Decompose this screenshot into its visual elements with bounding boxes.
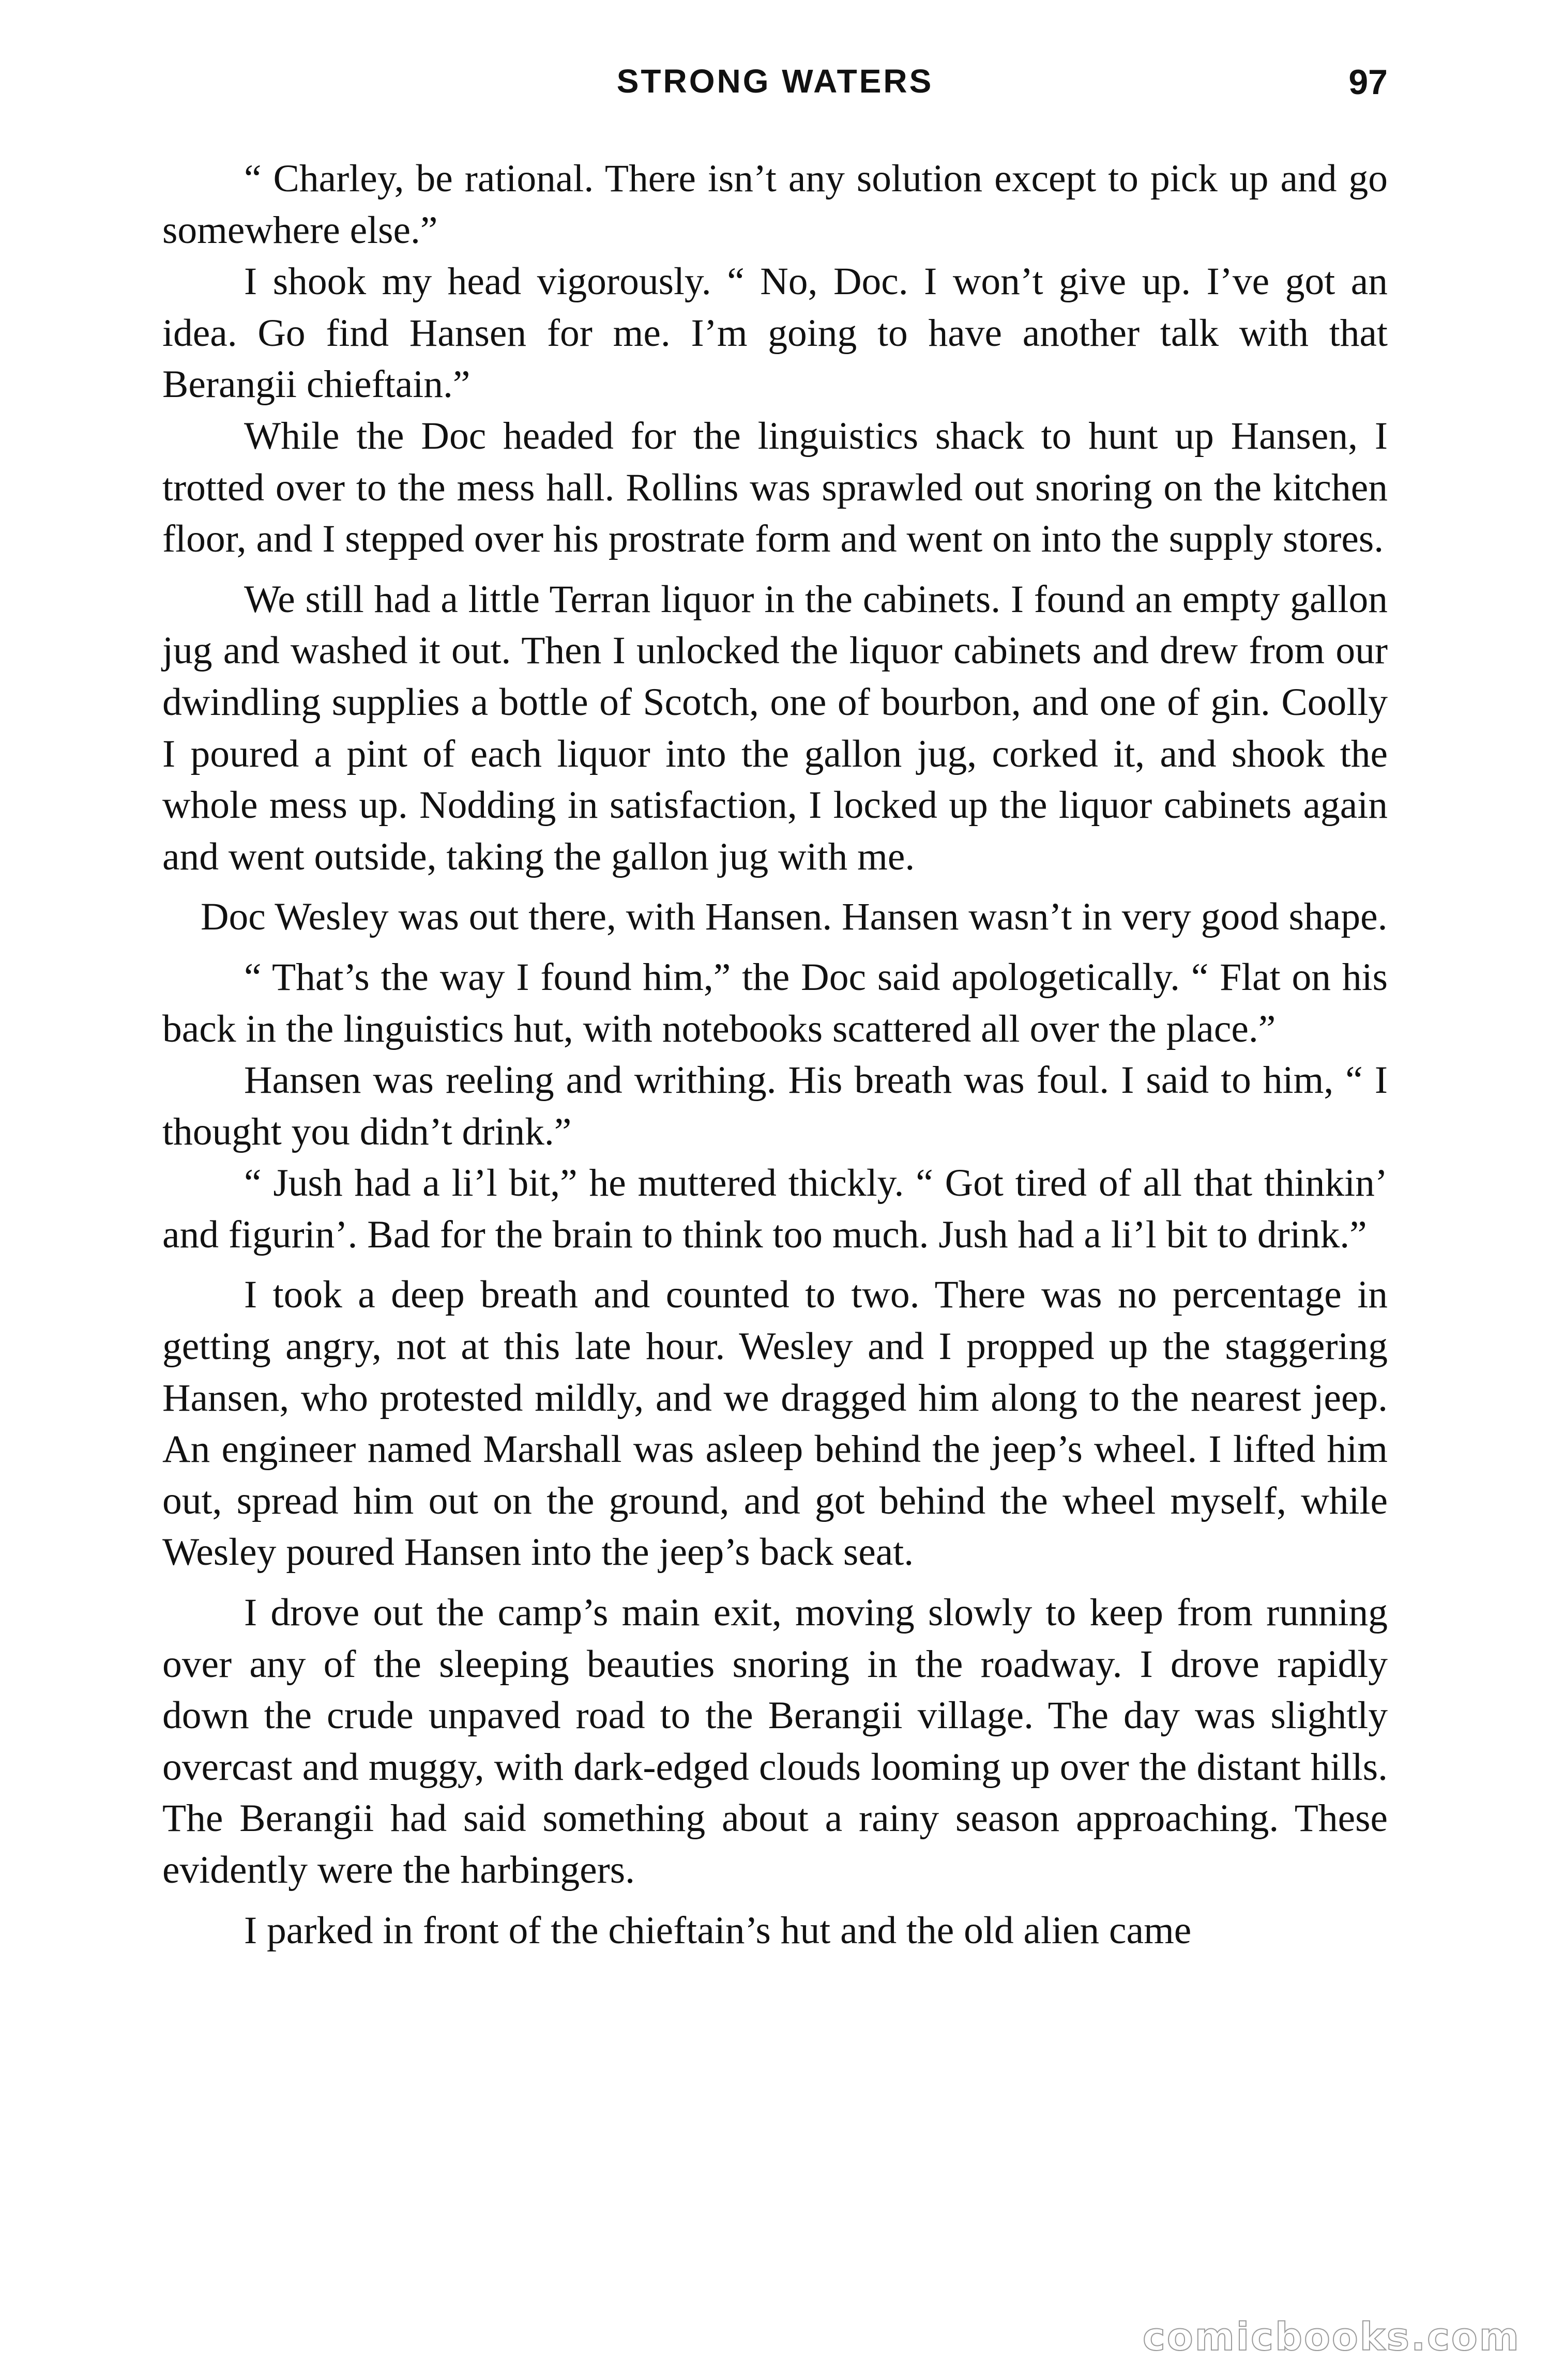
paragraph: While the Doc headed for the linguistics shack to hunt up Hansen, I trotted over to the mess hall. Rollins was sprawled out snoring on the kitchen floor, and I stepped over his prostrate form and went on into the supply stores. [162, 414, 1388, 561]
paragraph: “ Jush had a li’l bit,” he muttered thickly. “ Got tired of all that thinkin’ and figurin’. Bad for the brain to think too much. Jush had a li’l bit to drink.” [162, 1162, 1388, 1256]
page-number: 97 [1348, 63, 1388, 102]
paragraph: “ That’s the way I found him,” the Doc said apologetically. “ Flat on his back in the linguistics hut, with notebooks scattered all over the place.” [162, 955, 1388, 1050]
paragraph: We still had a little Terran liquor in the cabinets. I found an empty gallon jug and washed it out. Then I unlocked the liquor cabinets and drew from our dwindling supplies a bottle of Scotch, one of bourbon, and one of gin. Coolly I poured a pint of each liquor into the gallon jug, corked it, and shook the whole mess up. Nodding in satisfaction, I locked up the liquor cabinets again and went outside, taking the gallon jug with me. [162, 577, 1388, 878]
chapter-title: STRONG WATERS [616, 63, 934, 100]
body-text [162, 153, 1388, 1956]
paragraph: I took a deep breath and counted to two. There was no percentage in getting angry, not at this late hour. Wesley and I propped up the staggering Hansen, who protested mildly, and we dragged him along to the nearest jeep. An engineer named Marshall was asleep behind the jeep’s wheel. I lifted him out, spread him out on the ground, and got behind the wheel myself, while Wesley poured Hansen into the jeep’s back seat. [162, 1273, 1388, 1574]
running-header [162, 57, 1388, 114]
paragraph: I shook my head vigorously. “ No, Doc. I won’t give up. I’ve got an idea. Go find Hansen for me. I’m going to have another talk with that Berangii chieftain.” [162, 260, 1388, 406]
paragraph: “ Charley, be rational. There isn’t any solution except to pick up and go somewhere else.” [162, 157, 1388, 252]
paragraph: Hansen was reeling and writhing. His breath was foul. I said to him, “ I thought you didn’t drink.” [162, 1059, 1388, 1153]
paragraph: Doc Wesley was out there, with Hansen. Hansen wasn’t in very good shape. [201, 895, 1388, 939]
watermark: comicbooks.com [1143, 2315, 1521, 2359]
paragraph: I drove out the camp’s main exit, moving slowly to keep from running over any of the sleeping beauties snoring in the roadway. I drove rapidly down the crude unpaved road to the Berangii village. The day was slightly overcast and muggy, with dark-edged clouds looming up over the distant hills. The Berangii had said something about a rainy season approaching. These evidently were the harbingers. [162, 1591, 1388, 1891]
paragraph: I parked in front of the chieftain’s hut and the old alien came [244, 1909, 1192, 1952]
